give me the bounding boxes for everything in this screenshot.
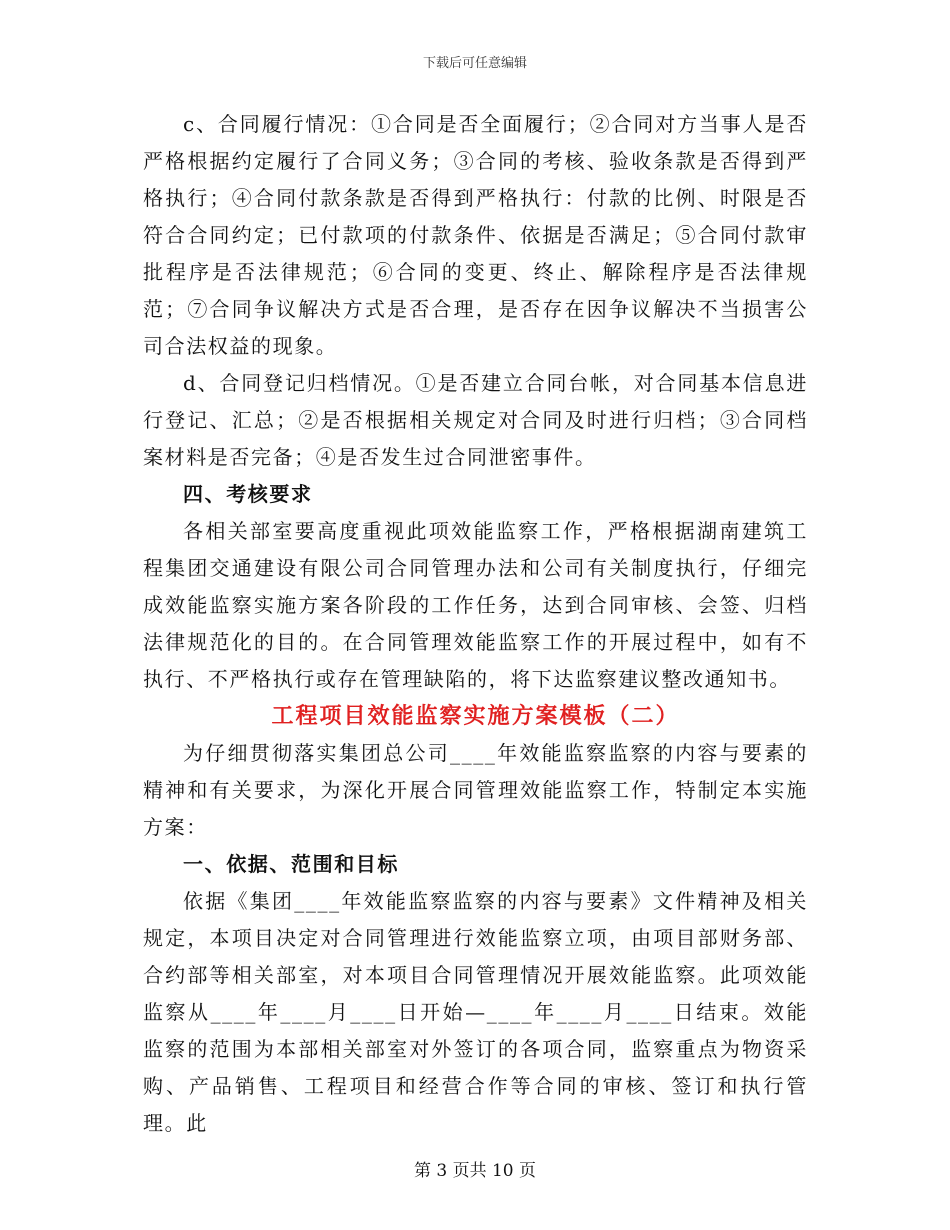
document-title: 工程项目效能监察实施方案模板（二） [271, 703, 680, 729]
paragraph-assessment: 各相关部室要高度重视此项效能监察工作，严格根据湖南建筑工程集团交通建设有限公司合同管理办法和公司有关制度执行，仔细完成效能监察实施方案各阶段的工作任务，达到合同审核、会签、归档法律规范化的目的。在合同管理效能监察工作的开展过程中，如有不执行、不严格执行或存在管理缺陷的，将下达监察建议整改通知书。 [143, 519, 808, 691]
paragraph-basis: 依据《集团____年效能监察监察的内容与要素》文件精神及相关规定，本项目决定对合同管理进行效能监察立项，由项目部财务部、合约部等相关部室，对本项目合同管理情况开展效能监察。此项效能监察从____年____月____日开始—____年____月____日结束。效能监察的范围为本部相关部室对外签订的各项合同，监察重点为物资采购、产品销售、工程项目和经营合作等合同的审核、签订和执行管理。此 [143, 889, 808, 1135]
page-header: 下载后可任意编辑 [422, 56, 527, 71]
section-heading-assessment: 四、考核要求 [183, 482, 313, 506]
section-heading-basis: 一、依据、范围和目标 [183, 852, 399, 876]
page-footer: 第 3 页共 10 页 [413, 1161, 537, 1181]
paragraph-intro: 为仔细贯彻落实集团总公司____年效能监察监察的内容与要素的精神和有关要求，为深化开展合同管理效能监察工作，特制定本实施方案： [143, 741, 808, 839]
paragraph-contract-performance: c、合同履行情况：①合同是否全面履行；②合同对方当事人是否严格根据约定履行了合同义务；③合同的考核、验收条款是否得到严格执行；④合同付款条款是否得到严格执行：付款的比例、时限是否符合合同约定；已付款项的付款条件、依据是否满足；⑤合同付款审批程序是否法律规范；⑥合同的变更、终止、解除程序是否法律规范；⑦合同争议解决方式是否合理，是否存在因争议解决不当损害公司合法权益的现象。 [143, 112, 808, 358]
document-body [143, 106, 808, 1142]
paragraph-contract-archiving: d、合同登记归档情况。①是否建立合同台帐，对合同基本信息进行登记、汇总；②是否根据相关规定对合同及时进行归档；③合同档案材料是否完备；④是否发生过合同泄密事件。 [143, 371, 808, 469]
